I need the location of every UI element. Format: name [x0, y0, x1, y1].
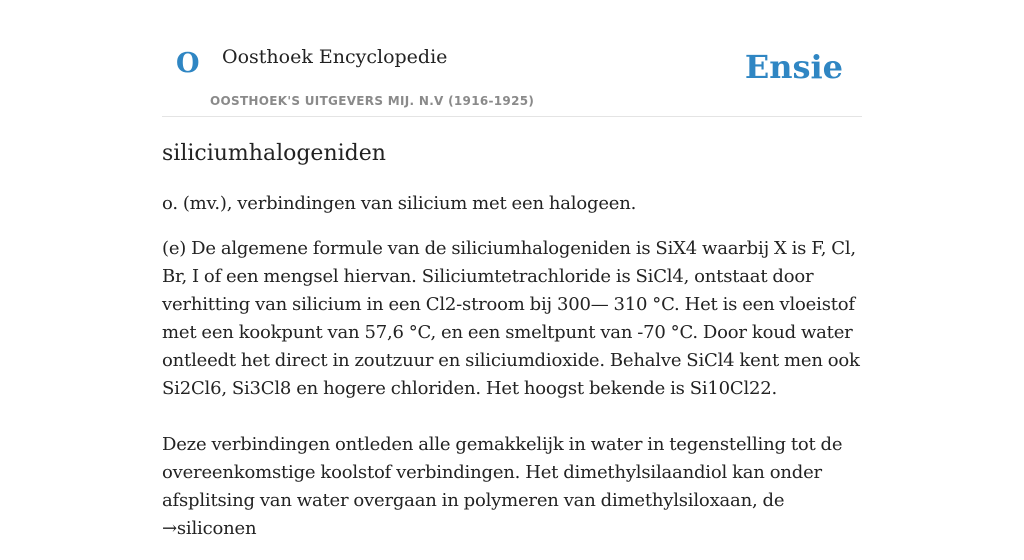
article [162, 138, 866, 560]
source-title[interactable]: Oosthoek Encyclopedie [222, 46, 448, 68]
article-title: siliciumhalogeniden [162, 141, 386, 166]
body-paragraph-2 [162, 431, 866, 543]
source-logo-icon[interactable]: O [176, 48, 200, 79]
body-paragraph-1: (e) De algemene formule van de siliciumhalogeniden is SiX4 waarbij X is F, Cl, Br, I of een mengsel hiervan. Siliciumtetrachloride is SiCl4, ontstaat door verhitting van silicium in een Cl2-stroom bij 300— 310 °C. Het is een vloeistof met een kookpunt van 57,6 °C, en een smeltpunt van -70 °C. Door koud water ontleedt het direct in zoutzuur en siliciumdioxide. Behalve SiCl4 kent men ook Si2Cl6, Si3Cl8 en hogere chloriden. Het hoogst bekende is Si10Cl22. [162, 238, 860, 399]
source-header [162, 0, 862, 117]
siliconen-link[interactable]: →siliconen [162, 518, 257, 539]
definition-paragraph: o. (mv.), verbindingen van silicium met een halogeen. [162, 193, 637, 214]
body-paragraph-2-text: Deze verbindingen ontleden alle gemakkelijk in water in tegenstelling tot de overeenkomstige koolstof verbindingen. Het dimethylsilaandiol kan onder afsplitsing van water overgaan in polymeren van dimethylsiloxaan, de [162, 434, 843, 511]
ensie-logo[interactable]: Ensie [744, 48, 843, 86]
source-subtitle: OOSTHOEK'S UITGEVERS MIJ. N.V (1916-1925) [210, 94, 535, 108]
